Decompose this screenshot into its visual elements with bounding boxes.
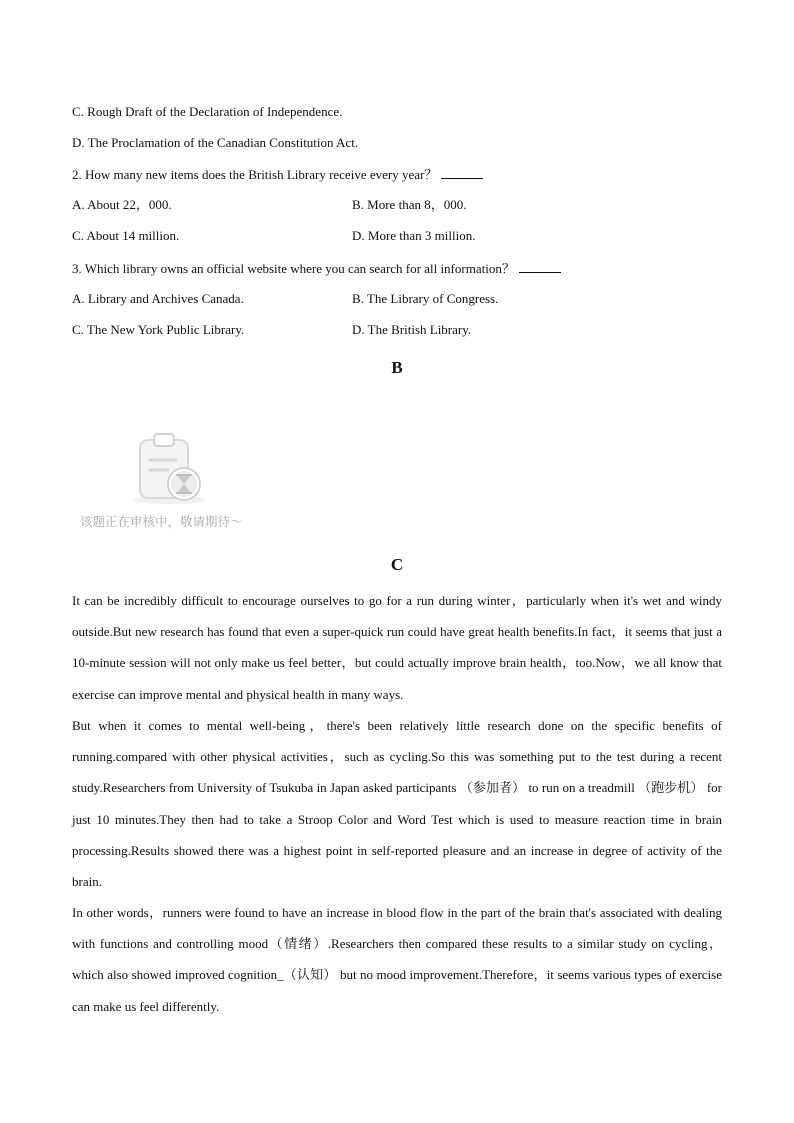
passage-c-paragraph-1: It can be incredibly difficult to encourage ourselves to go for a run during winter，particularly when it's wet and windy outside.But new research has found that even a super-quick run could have great health benefits.In fact，it seems that just a 10-minute session will not only make us feel better，but could actually improve brain health，too.Now，we all know that exercise can improve mental and physical health in many ways.	[72, 593, 722, 702]
passage-c-paragraph-2: But when it comes to mental well-being，there's been relatively little research done on the specific benefits of running.compared with other physical activities，such as cycling.So this was something put to the test during a recent study.Researchers from University of Tsukuba in Japan asked participants （参加者） to run on a treadmill （跑步机） for just 10 minutes.They then had to take a Stroop Color and Word Test which is used to measure reaction time in brain processing.Results showed there was a highest point in self-reported pleasure and an increase in degree of activity of the brain.	[72, 718, 722, 890]
q1-option-c: C. Rough Draft of the Declaration of Independence.	[72, 104, 343, 119]
q2-option-b: B. More than 8，000.	[352, 197, 467, 212]
q2-question	[72, 166, 483, 183]
q3-option-c: C. The New York Public Library.	[72, 322, 245, 337]
placeholder-text: 该题正在审核中，敬请期待～	[80, 514, 243, 529]
section-c-heading: C	[390, 555, 404, 574]
q2-option-a: A. About 22，000.	[72, 197, 172, 212]
clipboard-hourglass-icon	[132, 430, 212, 510]
q3-question-text: 3. Which library owns an official website where you can search for all information？	[72, 261, 515, 276]
q2-question-text: 2. How many new items does the British Library receive every year？	[72, 167, 438, 182]
q3-option-d: D. The British Library.	[352, 322, 472, 337]
q2-option-c: C. About 14 million.	[72, 228, 180, 243]
q3-option-a: A. Library and Archives Canada.	[72, 291, 244, 306]
section-b-placeholder	[72, 430, 272, 530]
q1-option-d: D. The Proclamation of the Canadian Constitution Act.	[72, 135, 359, 150]
q2-answer-blank[interactable]	[441, 166, 483, 179]
section-b-heading: B	[391, 358, 403, 377]
q3-answer-blank[interactable]	[519, 260, 561, 273]
passage-c-paragraph-3: In other words，runners were found to have an increase in blood flow in the part of the brain that's associated with dealing with functions and controlling mood（情绪）.Researchers then compared these results to a similar study on cycling，which also showed improved cognition_（认知） but no mood improvement.Therefore，it seems various types of exercise can make us feel differently.	[72, 905, 722, 1014]
q3-question	[72, 260, 561, 277]
q2-option-d: D. More than 3 million.	[352, 228, 476, 243]
q3-option-b: B. The Library of Congress.	[352, 291, 499, 306]
